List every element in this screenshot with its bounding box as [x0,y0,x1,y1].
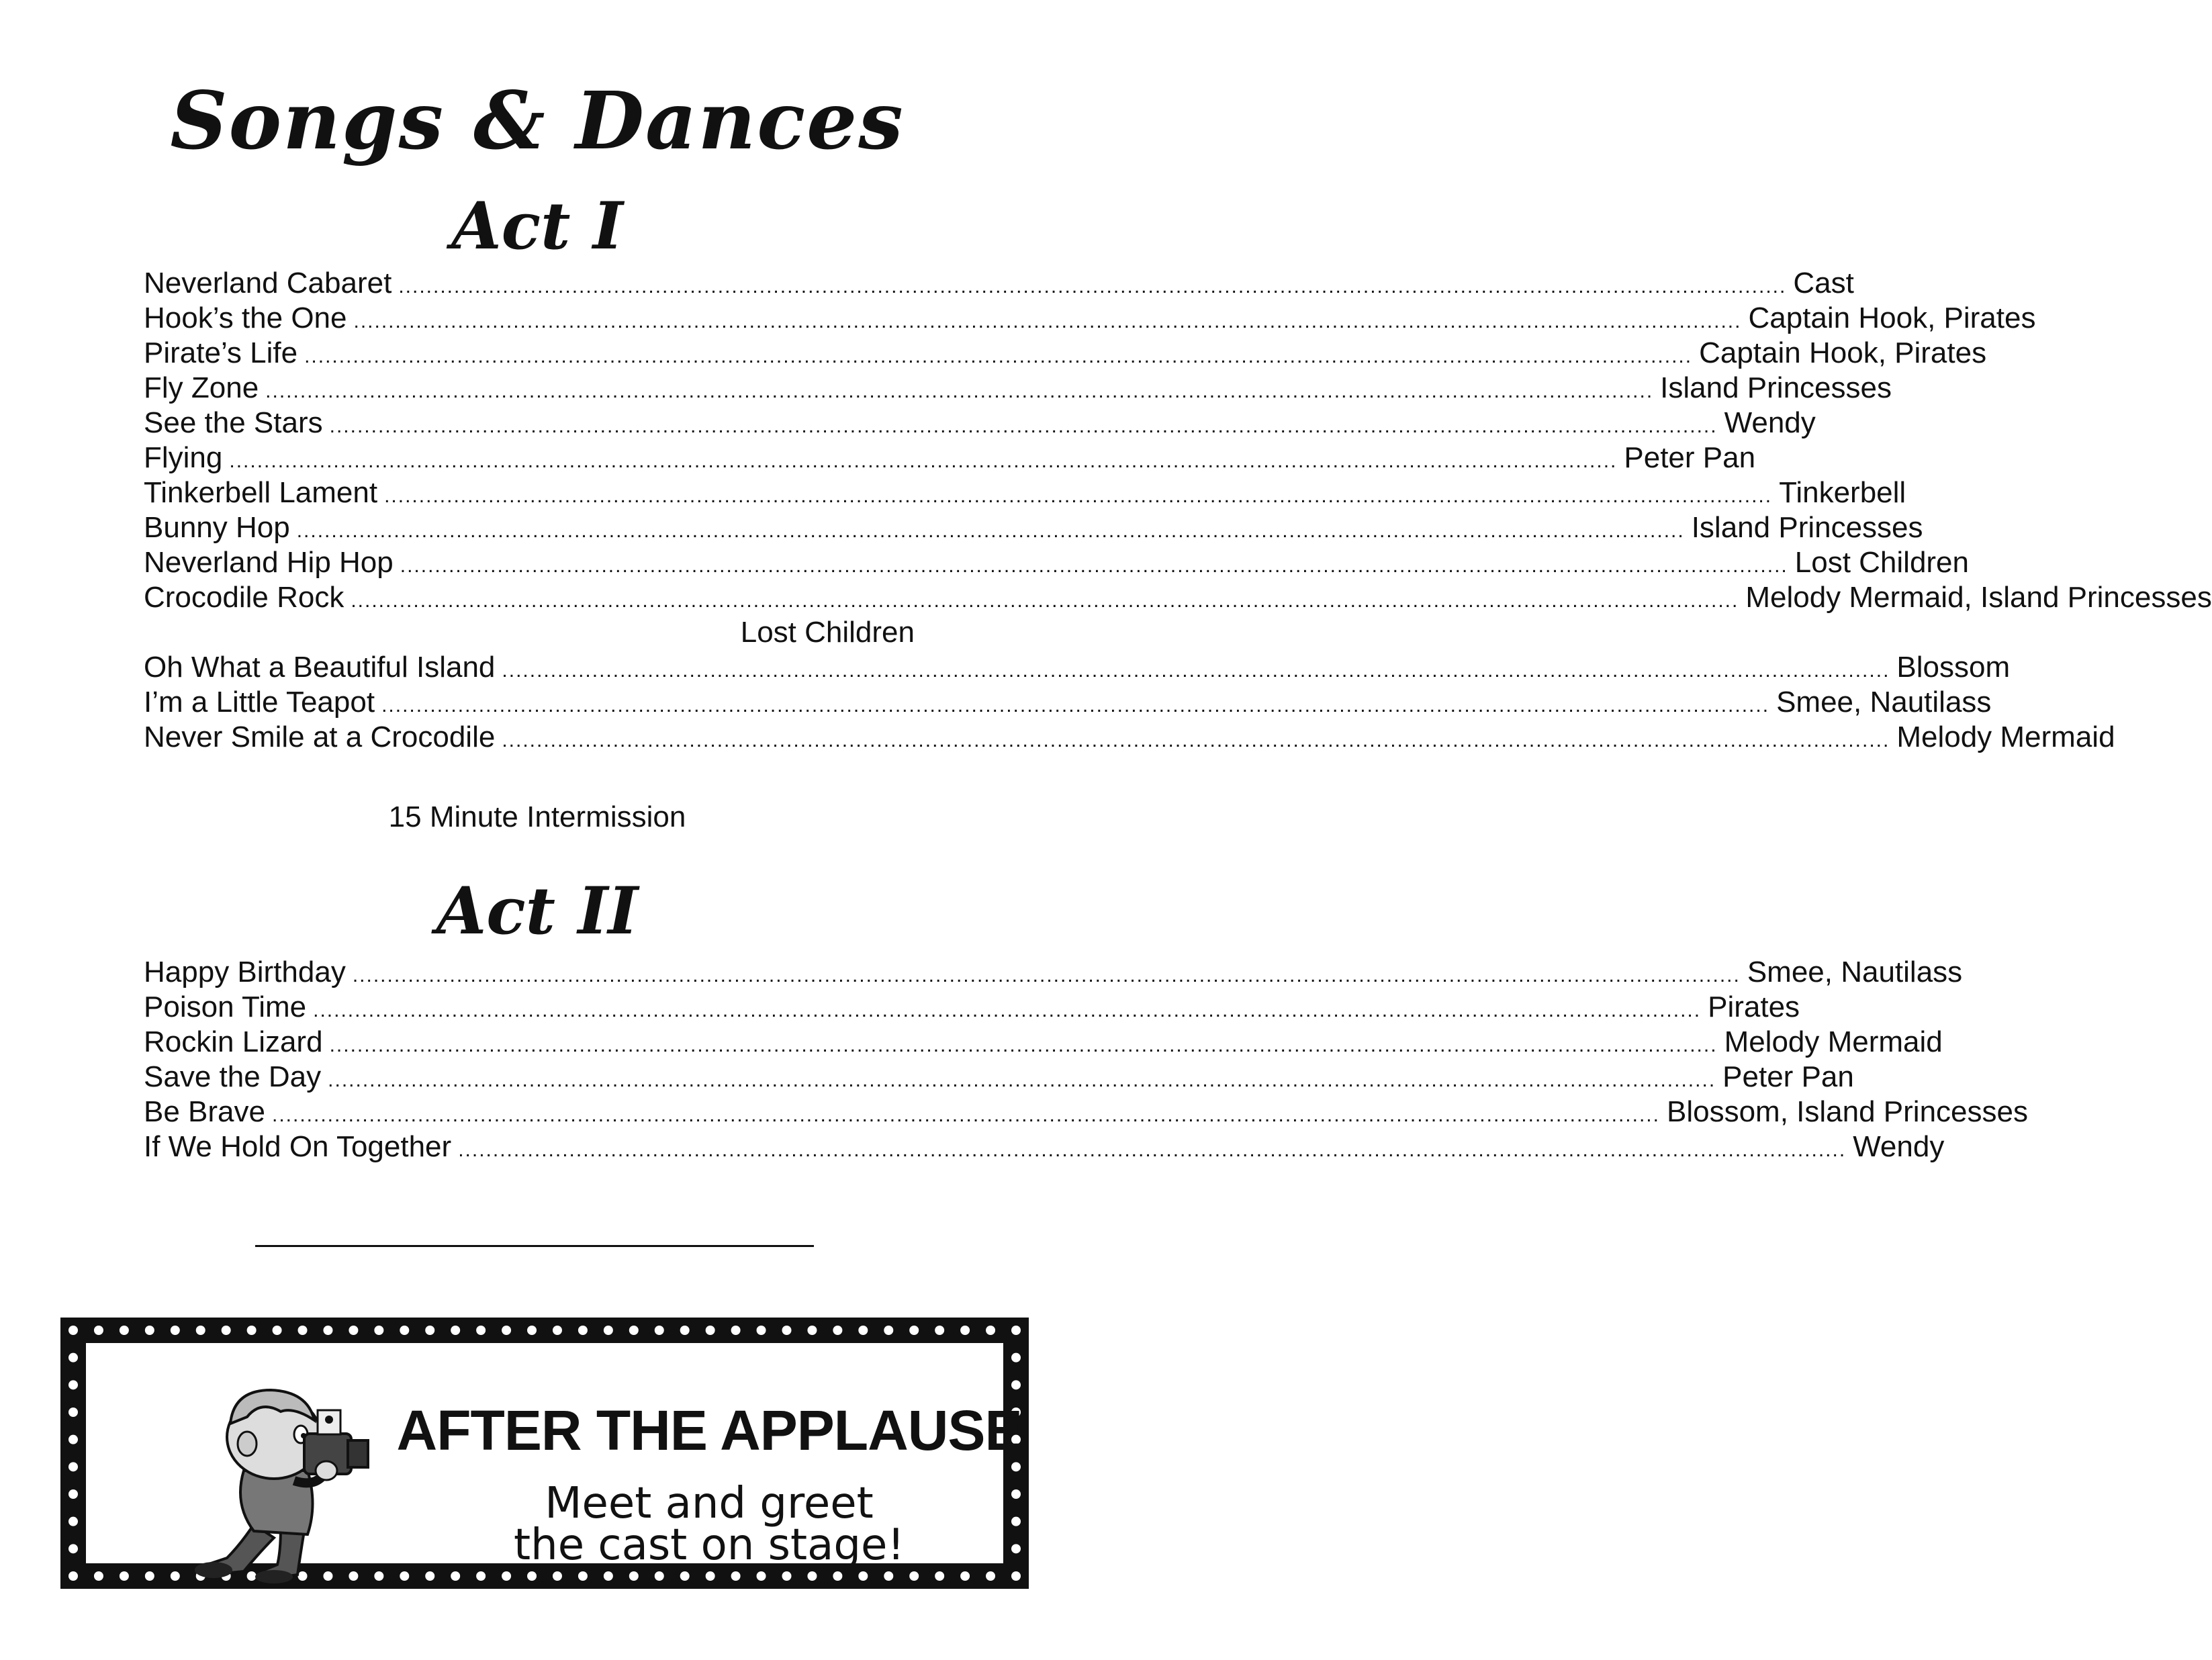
marquee-bulb [68,1489,78,1499]
song-performer: Melody Mermaid [1724,1025,1943,1058]
marquee-bulb [629,1571,639,1581]
marquee-bulb [120,1571,129,1581]
banner-subtitle [387,1479,1031,1570]
song-performer: Pirates [1708,990,1800,1023]
song-row [144,720,2115,755]
song-row [144,545,1970,580]
marquee-bulb [604,1571,613,1581]
marquee-bulb [655,1571,664,1581]
song-performer: Melody Mermaid [1896,721,2115,753]
dot-leader: ........................................................................................................................................................................................................ [352,964,1741,986]
marquee-bulb [476,1326,486,1335]
song-row [144,475,1906,510]
marquee-bulb [986,1326,995,1335]
marquee-bulb [68,1326,78,1335]
marquee-bulb [655,1326,664,1335]
marquee-bulb [68,1462,78,1471]
song-row [144,371,1892,406]
marquee-bulb [68,1353,78,1363]
marquee-bulb [120,1326,129,1335]
dot-leader: ........................................................................................................................................................................................................ [353,310,1742,332]
marquee-bulb [858,1326,868,1335]
act1-heading: Act I [451,188,623,264]
song-performer: Island Princesses [1691,511,1923,544]
song-name: I’m a Little Teapot [144,686,375,719]
song-row [144,1095,2028,1129]
song-performer: Island Princesses [1660,371,1892,404]
marquee-bulb [553,1326,562,1335]
dot-leader: ........................................................................................................................................................................................................ [458,1139,1847,1161]
song-performer: Captain Hook, Pirates [1748,302,2036,334]
marquee-bulb [553,1571,562,1581]
marquee-bulb [909,1571,919,1581]
after-the-applause-banner [60,1318,1029,1589]
banner-line-2: the cast on stage! [514,1520,905,1570]
song-name: Happy Birthday [144,956,346,988]
song-name: Bunny Hop [144,511,290,544]
dot-leader: ........................................................................................................................................................................................................ [304,345,1693,367]
song-row [144,406,1816,441]
marquee-bulb [374,1326,383,1335]
song-name: Crocodile Rock [144,581,344,614]
marquee-bulb [94,1571,103,1581]
marquee-bulb [451,1571,460,1581]
marquee-bulb [807,1571,817,1581]
song-name: Neverland Hip Hop [144,546,394,579]
marquee-bulb [731,1326,741,1335]
marquee-bulb [400,1326,409,1335]
song-performer-continued: Lost Children [740,616,915,649]
marquee-bulb [68,1380,78,1389]
marquee-bulb [935,1571,944,1581]
song-row [144,510,1923,545]
dot-leader: ........................................................................................................................................................................................................ [502,659,1890,682]
marquee-bulb [960,1571,970,1581]
marquee-bulb [884,1326,893,1335]
act1-song-list [144,266,2212,755]
song-name: Never Smile at a Crocodile [144,721,496,753]
marquee-bulb [604,1326,613,1335]
marquee-bulb [196,1326,205,1335]
marquee-bulb [68,1408,78,1417]
song-name: Pirate’s Life [144,336,298,369]
marquee-bulb [1011,1326,1021,1335]
song-performer: Tinkerbell [1779,476,1906,509]
dot-leader: ........................................................................................................................................................................................................ [398,275,1787,297]
song-performer: Captain Hook, Pirates [1699,336,1987,369]
marquee-bulb [1011,1571,1021,1581]
marquee-bulb [833,1326,842,1335]
song-performer: Cast [1793,267,1854,299]
dot-leader: ........................................................................................................................................................................................................ [296,520,1685,542]
marquee-bulb [145,1326,154,1335]
intermission-note: 15 Minute Intermission [388,800,686,833]
song-row [144,685,1992,720]
dot-leader: ........................................................................................................................................................................................................ [502,729,1890,751]
song-performer: Melody Mermaid, Island Princesses [1745,581,2212,614]
marquee-bulb [578,1571,588,1581]
song-name: Hook’s the One [144,302,347,334]
marquee-bulb [935,1326,944,1335]
marquee-bulb [629,1326,639,1335]
marquee-bulb [68,1517,78,1526]
marquee-bulb [476,1571,486,1581]
marquee-bulb [502,1326,511,1335]
song-performer: Peter Pan [1722,1060,1854,1093]
song-row [144,1025,1943,1060]
act2-song-list [144,955,2028,1164]
marquee-bulb [171,1326,180,1335]
marquee-bulb [502,1571,511,1581]
marquee-bulb [578,1326,588,1335]
marquee-bulb [731,1571,741,1581]
marquee-bulb [884,1571,893,1581]
song-name: If We Hold On Together [144,1130,452,1163]
marquee-bulb [706,1326,715,1335]
song-name: Save the Day [144,1060,322,1093]
dot-leader: ........................................................................................................................................................................................................ [384,485,1773,507]
song-row [144,1060,1854,1095]
divider-line [255,1245,814,1247]
song-performer: Lost Children [1794,546,1970,579]
banner-line-1: Meet and greet [545,1479,874,1528]
song-name: Tinkerbell Lament [144,476,378,509]
song-row [144,580,2212,615]
dot-leader: ........................................................................................................................................................................................................ [351,590,1739,612]
song-name: Poison Time [144,990,307,1023]
song-performer: Blossom [1896,651,2011,684]
song-name: Neverland Cabaret [144,267,392,299]
dot-leader: ........................................................................................................................................................................................................ [329,415,1718,437]
marquee-bulb [680,1571,690,1581]
marquee-bulb [757,1571,766,1581]
song-row [144,990,1800,1025]
marquee-bulb [273,1326,282,1335]
marquee-bulb [349,1326,358,1335]
dot-leader: ........................................................................................................................................................................................................ [328,1069,1716,1091]
marquee-bulb [527,1571,537,1581]
banner-title: AFTER THE APPLAUSE [396,1399,1022,1462]
song-name: Rockin Lizard [144,1025,323,1058]
song-performer: Wendy [1853,1130,1945,1163]
marquee-bulb [145,1571,154,1581]
marquee-bulb [527,1326,537,1335]
song-row [144,301,2036,336]
song-row [144,441,1756,475]
marquee-bulb [222,1326,231,1335]
marquee-bulb [68,1544,78,1553]
song-row [144,336,1987,371]
marquee-bulb [68,1435,78,1444]
banner-inner-panel [86,1343,1022,1570]
marquee-bulb [1011,1380,1021,1389]
dot-leader: ........................................................................................................................................................................................................ [271,1104,1660,1126]
song-row [144,266,1854,301]
marquee-bulb [451,1326,460,1335]
marquee-bulb [960,1326,970,1335]
song-row [144,955,1963,990]
page-title: Songs & Dances [170,74,905,167]
marquee-bulb [782,1571,791,1581]
marquee-bulb [1011,1462,1021,1471]
marquee-bulb [858,1571,868,1581]
dot-leader: ........................................................................................................................................................................................................ [329,1034,1718,1056]
dot-leader: ........................................................................................................................................................................................................ [313,999,1702,1021]
dot-leader: ........................................................................................................................................................................................................ [400,555,1788,577]
song-performer: Wendy [1724,406,1816,439]
marquee-bulb [1011,1353,1021,1363]
marquee-bulb [247,1326,257,1335]
marquee-bulb [94,1326,103,1335]
song-name: Fly Zone [144,371,259,404]
song-name: See the Stars [144,406,323,439]
marquee-bulb [706,1571,715,1581]
marquee-bulb [757,1326,766,1335]
song-row [144,1129,1945,1164]
marquee-bulb [986,1571,995,1581]
dot-leader: ........................................................................................................................................................................................................ [229,450,1618,472]
dot-leader: ........................................................................................................................................................................................................ [265,380,1654,402]
marquee-bulb [323,1326,332,1335]
marquee-bulb [680,1326,690,1335]
song-row [144,650,2011,685]
marquee-bulb [298,1326,308,1335]
song-performer: Smee, Nautilass [1747,956,1963,988]
marquee-bulb [68,1571,78,1581]
marquee-bulb [425,1326,434,1335]
song-performer: Peter Pan [1624,441,1756,474]
song-name: Be Brave [144,1095,265,1128]
song-performer: Blossom, Island Princesses [1666,1095,2028,1128]
dot-leader: ........................................................................................................................................................................................................ [381,694,1770,717]
song-name: Oh What a Beautiful Island [144,651,496,684]
song-performer: Smee, Nautilass [1776,686,1992,719]
song-name: Flying [144,441,223,474]
marquee-bulb [782,1326,791,1335]
marquee-bulb [833,1571,842,1581]
act2-heading: Act II [436,873,639,949]
marquee-bulb [807,1326,817,1335]
marquee-bulb [909,1326,919,1335]
marquee-bulb [171,1571,180,1581]
